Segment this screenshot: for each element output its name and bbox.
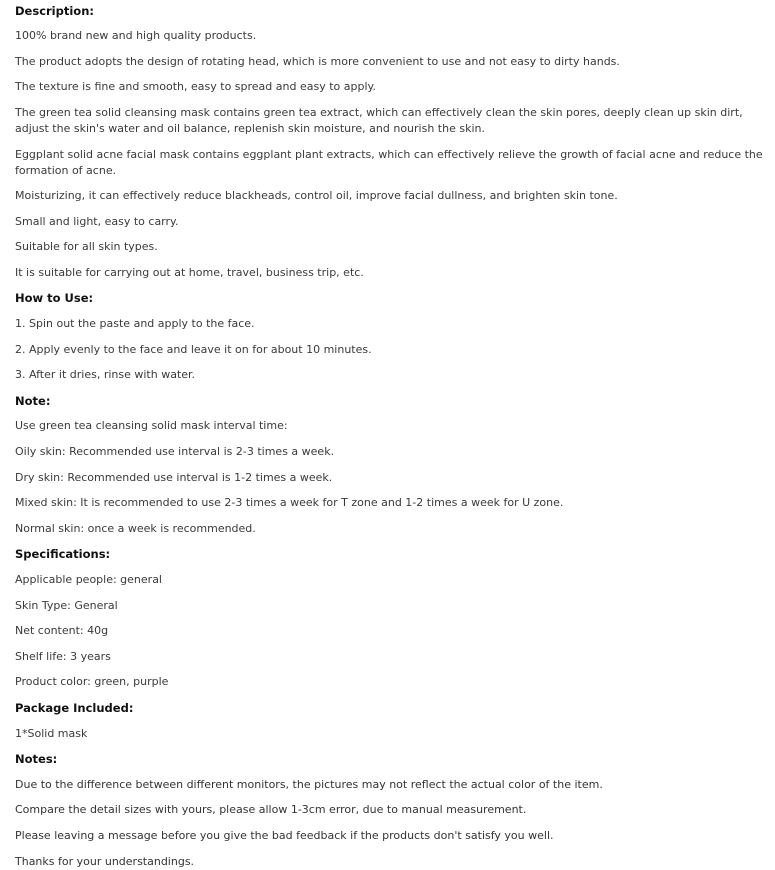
description-line: Moisturizing, it can effectively reduce blackheads, control oil, improve facial dullness, and brighten skin tone. <box>15 189 618 202</box>
package-included-heading: Package Included: <box>15 701 134 715</box>
specification-item: Skin Type: General <box>15 599 118 612</box>
description-line: The texture is fine and smooth, easy to spread and easy to apply. <box>15 80 376 93</box>
note-line: Oily skin: Recommended use interval is 2-3 times a week. <box>15 445 335 458</box>
specification-item: Net content: 40g <box>15 624 109 637</box>
how-to-use-step: 3. After it dries, rinse with water. <box>15 368 196 381</box>
notes-line: Due to the difference between different monitors, the pictures may not reflect the actual color of the item. <box>15 778 603 791</box>
notes-line: Please leaving a message before you give the bad feedback if the products don't satisfy you well. <box>15 829 554 842</box>
note-line: Mixed skin: It is recommended to use 2-3 times a week for T zone and 1-2 times a week for U zone. <box>15 496 564 509</box>
package-item: 1*Solid mask <box>15 727 88 740</box>
note-heading: Note: <box>15 394 51 408</box>
notes-heading: Notes: <box>15 752 58 766</box>
note-line: Dry skin: Recommended use interval is 1-2 times a week. <box>15 471 333 484</box>
description-heading: Description: <box>15 4 94 18</box>
specification-item: Shelf life: 3 years <box>15 650 111 663</box>
description-line: Suitable for all skin types. <box>15 240 158 253</box>
how-to-use-step: 2. Apply evenly to the face and leave it on for about 10 minutes. <box>15 343 372 356</box>
note-line: Normal skin: once a week is recommended. <box>15 522 256 535</box>
description-line: The product adopts the design of rotating head, which is more convenient to use and not easy to dirty hands. <box>15 55 620 68</box>
description-line: 100% brand new and high quality products. <box>15 29 257 42</box>
specifications-heading: Specifications: <box>15 547 111 561</box>
note-line: Use green tea cleansing solid mask interval time: <box>15 419 288 432</box>
description-line: Small and light, easy to carry. <box>15 215 179 228</box>
description-line: It is suitable for carrying out at home, travel, business trip, etc. <box>15 266 364 279</box>
description-line: The green tea solid cleansing mask contains green tea extract, which can effectively clean the skin pores, deeply clean up skin dirt, adjust the skin's water and oil balance, replenish skin moisture, and nourish the skin. <box>15 106 743 135</box>
how-to-use-heading: How to Use: <box>15 291 94 305</box>
description-line: Eggplant solid acne facial mask contains eggplant plant extracts, which can effectively relieve the growth of facial acne and reduce the formation of acne. <box>15 148 763 177</box>
notes-line: Compare the detail sizes with yours, please allow 1-3cm error, due to manual measurement. <box>15 803 527 816</box>
how-to-use-step: 1. Spin out the paste and apply to the face. <box>15 317 255 330</box>
specification-item: Product color: green, purple <box>15 675 169 688</box>
specification-item: Applicable people: general <box>15 573 162 586</box>
notes-line: Thanks for your understandings. <box>15 855 195 868</box>
